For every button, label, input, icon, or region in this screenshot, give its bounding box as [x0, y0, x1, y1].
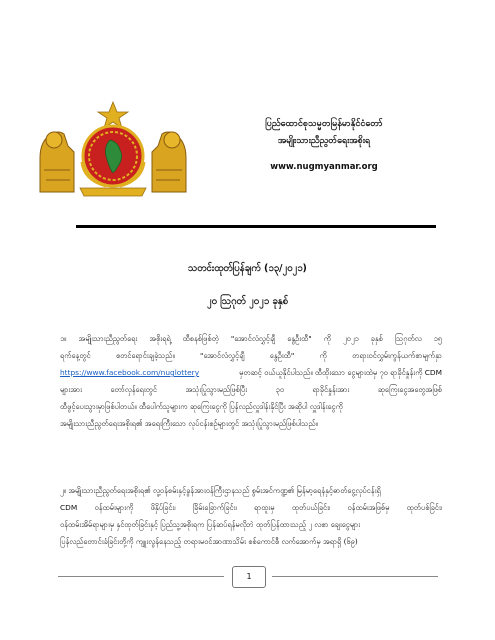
- paragraph-line: [60, 364, 442, 381]
- right-lion: [152, 132, 186, 192]
- word: CDM: [60, 503, 78, 512]
- footer-rule-right: [272, 576, 438, 577]
- paragraph-line: [60, 347, 442, 364]
- paragraph-line: [60, 516, 442, 533]
- word: ၁၅: [433, 334, 442, 343]
- word: ၁။: [60, 334, 67, 343]
- paragraph-line: [60, 482, 442, 499]
- header-block: [214, 118, 434, 174]
- paragraph-line: [60, 533, 442, 550]
- footer-rule-left: [58, 576, 224, 577]
- paragraph-line: [60, 381, 442, 398]
- website-text[interactable]: www.nugmyanmar.org: [270, 162, 378, 172]
- notice-date: ၂၀ ဩဂုတ် ၂၀၂၁ ခုနှစ်: [206, 296, 288, 307]
- word: အသုံးပြုသွားမည်ဖြစ်ပြီး: [185, 385, 248, 394]
- paragraph-1: [60, 330, 442, 432]
- left-lion: [40, 132, 74, 192]
- word: များအား: [60, 385, 83, 394]
- word: ဆုကြေးငွေအတွေအဖြစ်: [377, 385, 442, 394]
- word: ပြန်လည်တောင်းခံခြင်းတို့ကို ကျူးလွန်နေသည့် တရားမဝင်အာဏာသိမ်း စစ်ကောင်စီ လက်အောက်မှ အရာရှိ (၆၉): [60, 537, 358, 546]
- word: တော်လှန်ရေးတွင်: [110, 385, 157, 394]
- word: မှတဆင့် ဝယ်ယူနိုင်ပါသည်။ ထီထိုးသော ငွေများထဲမှ ၇၀ ရာခိုင်နှုန်းကို CDM: [239, 368, 442, 377]
- word: ရာခိုင်နှုန်းအား: [312, 385, 350, 394]
- paragraph-line: [60, 330, 442, 347]
- word: ခြိမ်းခြောက်ခြင်း၊: [192, 503, 237, 512]
- header-divider: [76, 225, 436, 228]
- word: ဝန်ထမ်းအဖြစ်မှ: [347, 503, 390, 512]
- word: ရက်နေ့တွင်: [60, 351, 91, 360]
- word: ထီစနစ်ဖြစ်တဲ့: [182, 334, 219, 343]
- word: ဝန်ထမ်းအိမ်ရာများမှ နှင်ထုတ်ခြင်းနှင့် ပြည်သူ့အစိုးရက ပြန်ဆပ်ရန်မလိုဘဲ ထုတ်ပြန်ထားသည့် ၂ လစာ ချေးငွေများ: [60, 520, 361, 529]
- word: စတင်ရောင်းချခဲ့သည်။: [115, 351, 175, 360]
- word: ထုတ်ပစ်ခြင်း၊: [406, 503, 442, 512]
- word: ကို: [319, 351, 327, 360]
- facebook-link[interactable]: https://www.facebook.com/nuglottery: [60, 368, 200, 377]
- word: ကို: [323, 334, 331, 343]
- notice-title: သတင်းထုတ်ပြန်ချက် (၁၃/၂၀၂၁): [188, 263, 307, 274]
- word: ထုတ်ပယ်ခြင်း၊: [291, 503, 331, 512]
- word: တရားဝင်လွှမ်းကွန်ယက်စာမျက်နှာ: [352, 351, 442, 360]
- word: နွေဦးထီ": [287, 334, 312, 343]
- paragraph-line: [60, 415, 442, 432]
- word: ဩဂုတ်လ: [394, 334, 422, 343]
- state-emblem-icon: [34, 100, 192, 200]
- page-number: 1: [232, 566, 266, 588]
- word: "အောင်လံလွှင့်ချီ: [200, 351, 245, 360]
- word: အမျိုးသားညီညွတ်ရေးအစိုးရ၏ အရေးကြီးသော လုပ်ငန်းစဉ်များတွင် အသုံးပြုသွားမည်ဖြစ်ပါသည်။: [60, 419, 318, 428]
- word: အစိုးရရဲ့: [149, 334, 171, 343]
- word: ထီဖွင့်ပေးသွားမှာဖြစ်ပါတယ်။ ထီပေါက်သူများက ဆုကြေးငွေကို ပြန်လည်လှူဒါန်းနိုင်ပြီး အဆိုပါ လှူဒါန်းငွေကို: [60, 402, 343, 411]
- word: ၂။ အမျိုးသားညီညွတ်ရေးအစိုးရ၏ လူ့ဝန်စမ်းနှင့်ခွန်အားဝန်ကြီးဌာနသည် စွမ်းအင်ကဏ္ဍ၏ မြန်မာ့ရေနံနှင့်ဓာတ်ငွေ့လုပ်ငန်းရှိ: [60, 486, 381, 495]
- paragraph-2: [60, 482, 442, 550]
- org-name: ပြည်ထောင်စုသမ္မတမြန်မာနိုင်ငံတော်: [265, 119, 383, 129]
- committee-name: အမျိုးသားညီညွတ်ရေးအစိုးရ: [277, 136, 371, 146]
- word: နွေဦးထီ": [269, 351, 295, 360]
- paragraph-line: [60, 499, 442, 516]
- star-icon: [98, 102, 128, 128]
- word: ရာထူးမှ: [254, 503, 275, 512]
- word: "အောင်လံလွှင့်ချီ: [230, 334, 276, 343]
- word: ၃၀: [275, 385, 284, 394]
- page-footer: [58, 566, 438, 588]
- paragraph-line: [60, 398, 442, 415]
- word: ဝန်ထမ်းများကို: [94, 503, 134, 512]
- word: ၂၀၂၁: [343, 334, 359, 343]
- word: ခုနှစ်: [370, 334, 383, 343]
- word: ဖိနှိပ်ခြင်း၊: [150, 503, 176, 512]
- word: အမျိုးသားညီညွတ်ရေး: [78, 334, 138, 343]
